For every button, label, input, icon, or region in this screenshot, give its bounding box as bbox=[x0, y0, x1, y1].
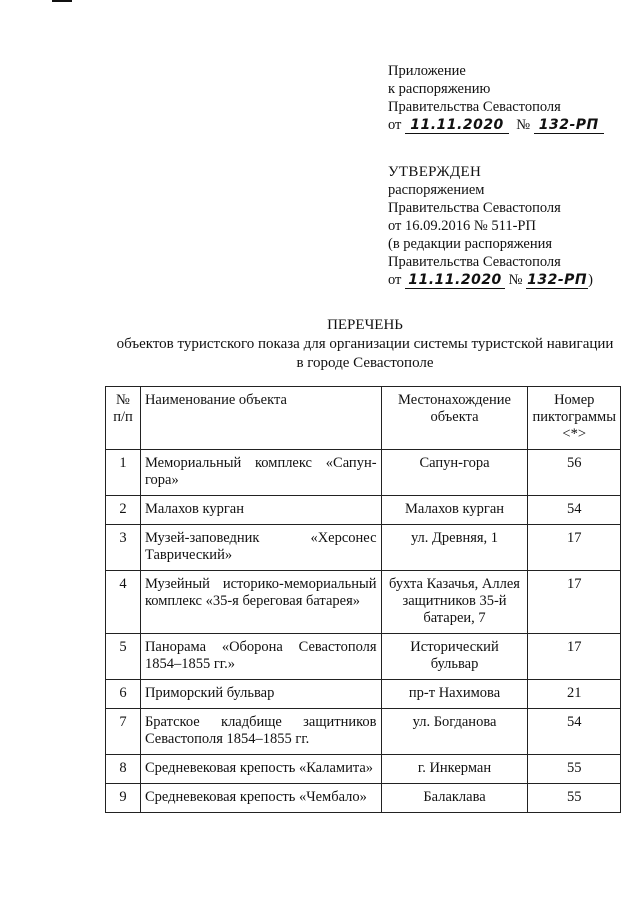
approved-date-line bbox=[388, 271, 593, 289]
handwritten-date: 11.11.2020 bbox=[405, 272, 505, 289]
row-num: 1 bbox=[106, 450, 141, 496]
row-num: 8 bbox=[106, 755, 141, 784]
row-pictogram: 55 bbox=[528, 784, 621, 813]
document-title bbox=[100, 316, 630, 373]
date-prefix: от bbox=[388, 117, 402, 133]
corner-mark bbox=[52, 0, 72, 2]
approved-line: Правительства Севастополя bbox=[388, 200, 561, 216]
number-prefix: № bbox=[516, 117, 531, 133]
row-name: Приморский бульвар bbox=[140, 680, 381, 709]
table-row bbox=[106, 709, 621, 755]
row-location: ул. Богданова bbox=[381, 709, 528, 755]
appendix-line: к распоряжению bbox=[388, 81, 491, 97]
table-row bbox=[106, 525, 621, 571]
title-line: объектов туристского показа для организации системы туристской навигации bbox=[116, 336, 614, 352]
handwritten-number: 132-РП bbox=[534, 117, 604, 134]
row-num: 5 bbox=[106, 634, 141, 680]
row-name: Музей-заповедник «Херсонес Таврический» bbox=[140, 525, 381, 571]
row-pictogram: 54 bbox=[528, 709, 621, 755]
row-pictogram: 56 bbox=[528, 450, 621, 496]
table-row bbox=[106, 755, 621, 784]
row-name: Малахов курган bbox=[140, 496, 381, 525]
row-name: Братское кладбище защитников Севастополя 1854–1855 гг. bbox=[140, 709, 381, 755]
table-row bbox=[106, 784, 621, 813]
appendix-line: Приложение bbox=[388, 63, 466, 79]
table-row bbox=[106, 571, 621, 634]
appendix-date-line bbox=[388, 116, 604, 134]
row-pictogram: 17 bbox=[528, 525, 621, 571]
row-num: 6 bbox=[106, 680, 141, 709]
table-row bbox=[106, 450, 621, 496]
handwritten-number: 132-РП bbox=[527, 272, 588, 288]
number-prefix: № bbox=[508, 272, 523, 288]
table-row bbox=[106, 680, 621, 709]
approved-block bbox=[388, 163, 593, 289]
row-pictogram: 21 bbox=[528, 680, 621, 709]
approved-line: от 16.09.2016 № 511-РП bbox=[388, 218, 536, 234]
table-row bbox=[106, 496, 621, 525]
row-name: Панорама «Оборона Севастополя 1854–1855 гг.» bbox=[140, 634, 381, 680]
row-location: Балаклава bbox=[381, 784, 528, 813]
row-num: 3 bbox=[106, 525, 141, 571]
title-heading: ПЕРЕЧЕНЬ bbox=[327, 317, 403, 333]
closing-paren: ) bbox=[588, 272, 593, 288]
row-location: Сапун-гора bbox=[381, 450, 528, 496]
date-prefix: от bbox=[388, 272, 402, 288]
row-num: 9 bbox=[106, 784, 141, 813]
row-num: 2 bbox=[106, 496, 141, 525]
approved-heading: УТВЕРЖДЕН bbox=[388, 164, 482, 180]
row-num: 7 bbox=[106, 709, 141, 755]
approved-line: (в редакции распоряжения bbox=[388, 236, 553, 252]
table-row bbox=[106, 634, 621, 680]
row-location: пр-т Нахимова bbox=[381, 680, 528, 709]
row-name: Средневековая крепость «Каламита» bbox=[140, 755, 381, 784]
row-name: Музейный историко-мемориальный комплекс «35-я береговая батарея» bbox=[140, 571, 381, 634]
row-num: 4 bbox=[106, 571, 141, 634]
row-pictogram: 17 bbox=[528, 571, 621, 634]
row-location: г. Инкерман bbox=[381, 755, 528, 784]
row-location: ул. Древняя, 1 bbox=[381, 525, 528, 571]
table-header-row bbox=[106, 387, 621, 450]
row-location: Малахов курган bbox=[381, 496, 528, 525]
appendix-block bbox=[388, 62, 604, 134]
row-name: Средневековая крепость «Чембало» bbox=[140, 784, 381, 813]
row-pictogram: 54 bbox=[528, 496, 621, 525]
row-location: бухта Казачья, Аллея защитников 35-й батареи, 7 bbox=[381, 571, 528, 634]
approved-line: распоряжением bbox=[388, 182, 485, 198]
objects-table bbox=[105, 386, 621, 813]
header-pictogram: Номер пиктограммы <*> bbox=[528, 387, 621, 450]
row-pictogram: 17 bbox=[528, 634, 621, 680]
row-location: Исторический бульвар bbox=[381, 634, 528, 680]
row-name: Мемориальный комплекс «Сапун-гора» bbox=[140, 450, 381, 496]
handwritten-date: 11.11.2020 bbox=[405, 117, 509, 134]
title-line: в городе Севастополе bbox=[296, 355, 434, 371]
appendix-line: Правительства Севастополя bbox=[388, 99, 561, 115]
approved-line: Правительства Севастополя bbox=[388, 254, 561, 270]
row-pictogram: 55 bbox=[528, 755, 621, 784]
header-location: Местонахождение объекта bbox=[381, 387, 528, 450]
header-name: Наименование объекта bbox=[140, 387, 381, 450]
header-num: № п/п bbox=[106, 387, 141, 450]
